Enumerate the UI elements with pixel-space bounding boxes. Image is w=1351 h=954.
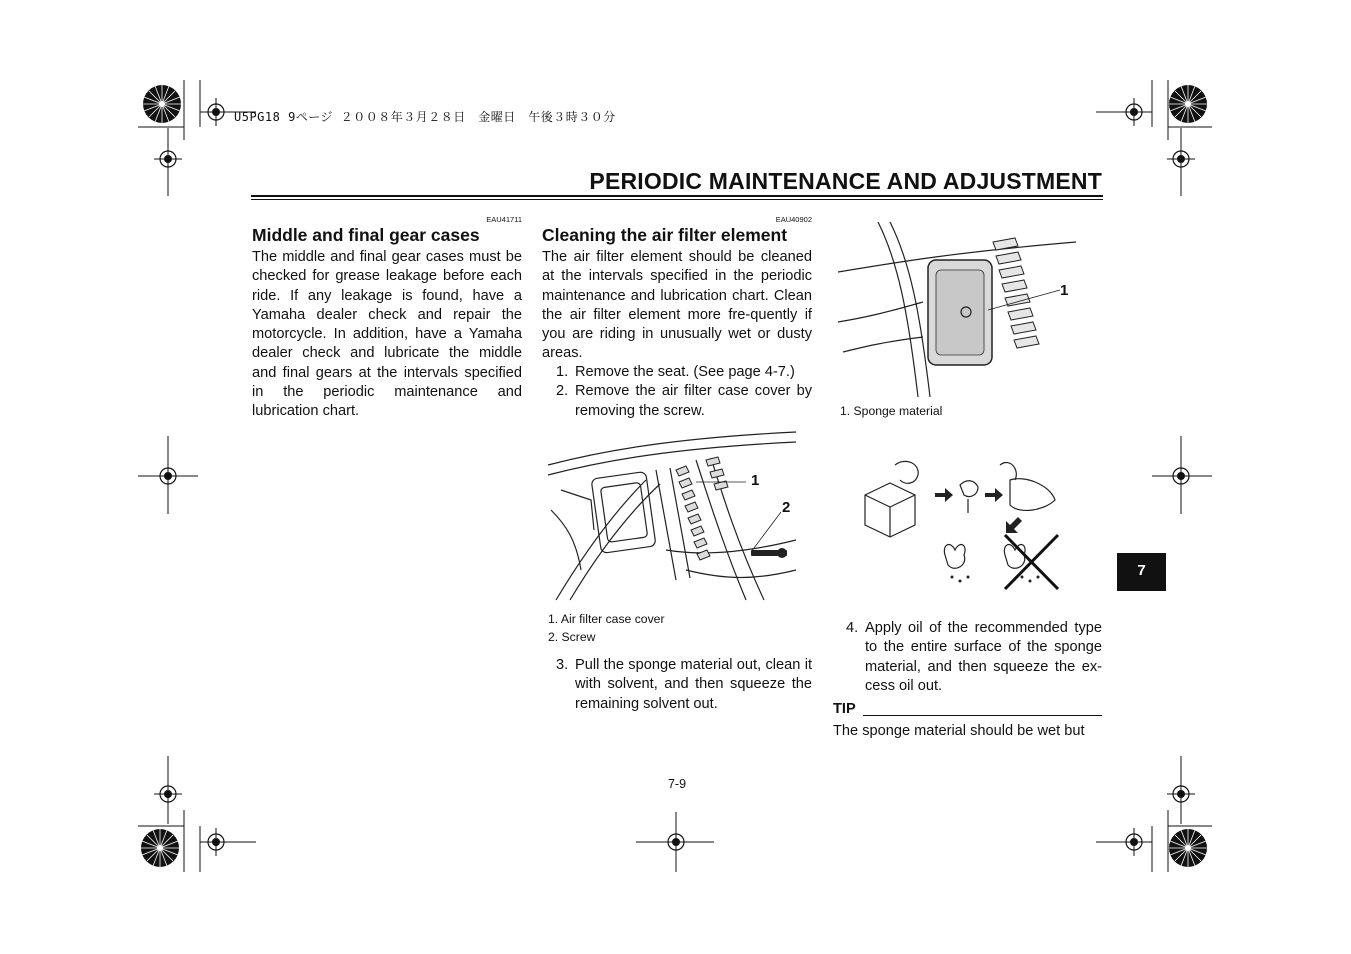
caption-sponge-material: 1. Sponge material (840, 404, 943, 418)
cleaning-sequence-illustration (860, 455, 1065, 595)
section-tab: 7 (1117, 553, 1166, 591)
list-item: 1. Remove the seat. (See page 4-7.) (556, 364, 795, 380)
caption-screw: 2. Screw (548, 630, 596, 644)
print-header: U5PG18 9ページ ２００８年３月２８日 金曜日 午後３時３０分 (234, 110, 616, 124)
list-item: 4. Apply oil of the recommended type to the entire surface of the sponge material, and then squeeze the ex-cess oil out. (846, 620, 1102, 694)
list-item: 3. Pull the sponge material out, clean it with solvent, and then squeeze the remaining solvent out. (556, 657, 812, 712)
section-heading-air-filter: Cleaning the air filter element (542, 225, 788, 245)
air-filter-body: The air filter element should be cleaned at the intervals specified in the periodic maintenance and lubrication chart. Clean the air filter element more fre-quently if you are riding in unusually wet or dusty areas. (542, 249, 812, 362)
page-number: 7-9 (667, 777, 687, 791)
air-filter-cover-illustration (546, 430, 801, 602)
list-item: 2. Remove the air filter case cover by removing the screw. (556, 383, 812, 419)
steps-list-cont (542, 656, 812, 714)
caption-air-filter-cover: 1. Air filter case cover (548, 612, 665, 626)
callout-2: 2 (782, 499, 791, 516)
steps-list (542, 363, 812, 421)
section-heading-gear-cases: Middle and final gear cases (252, 225, 480, 245)
callout-1: 1 (1060, 282, 1069, 299)
section-code: EAU41711 (486, 215, 522, 224)
tip-text: The sponge material should be wet but (833, 723, 1085, 739)
title-rule-thin (251, 199, 1103, 200)
callout-1: 1 (751, 472, 760, 489)
section-code: EAU40902 (775, 215, 812, 224)
title-rule (251, 195, 1103, 197)
tip-label: TIP (833, 701, 856, 717)
gear-cases-body: The middle and final gear cases must be checked for grease leakage before each ride. If any leakage is found, have a Yamaha dealer check and repair the motorcycle. In addition, have a Yamaha dealer check and lubricate the middle and final gears at the intervals specified in the periodic maintenance and lubrication chart. (252, 249, 522, 420)
sponge-material-illustration (838, 222, 1078, 397)
steps-list-col3 (832, 619, 1102, 696)
page-title: PERIODIC MAINTENANCE AND ADJUSTMENT (589, 168, 1102, 194)
tip-divider (863, 715, 1102, 716)
